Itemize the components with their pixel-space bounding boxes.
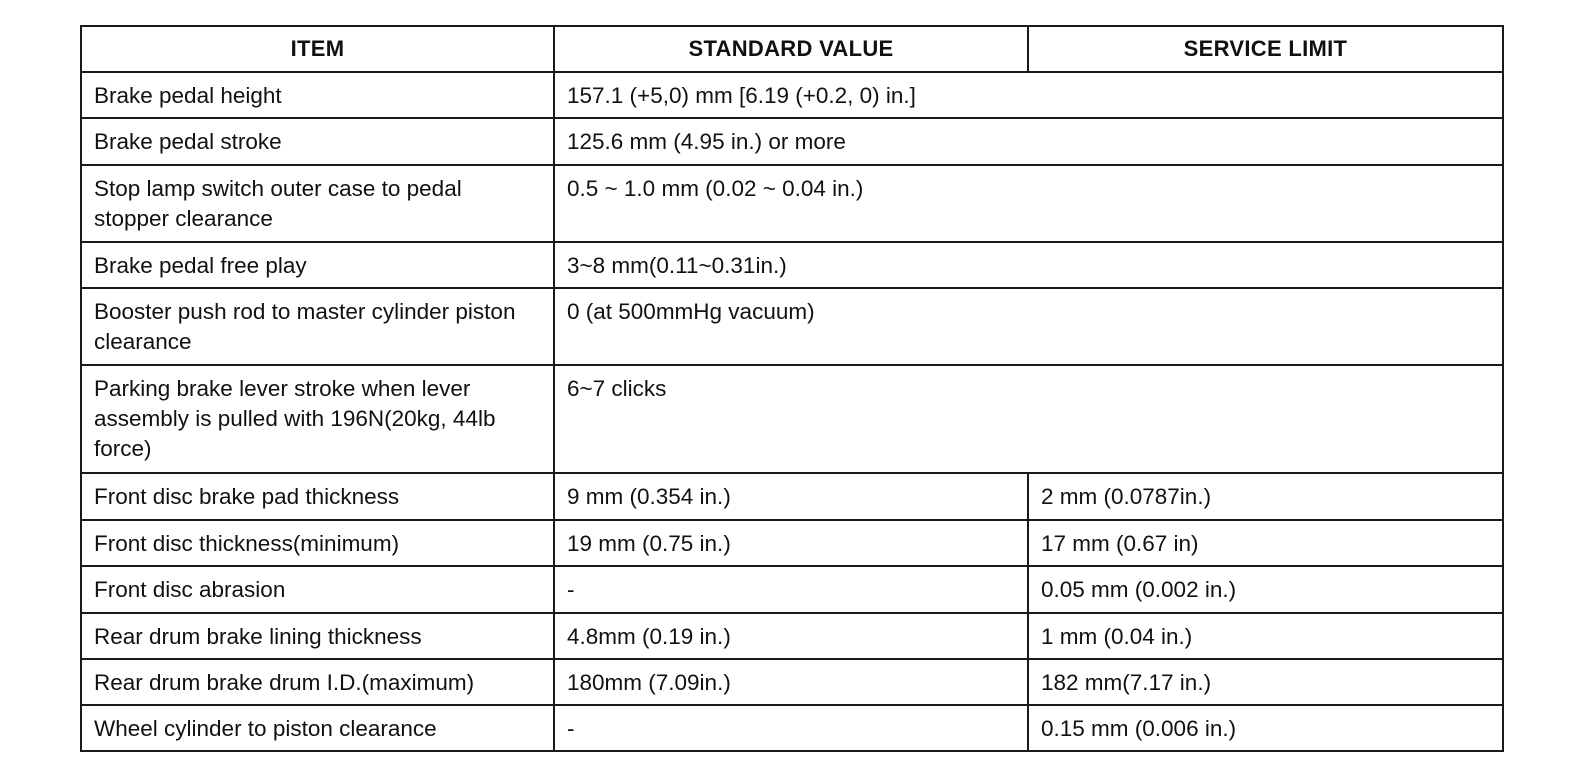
table-row: [81, 705, 1503, 751]
item-cell: Front disc thickness(minimum): [81, 520, 554, 566]
item-cell: Brake pedal height: [81, 72, 554, 118]
item-cell: Rear drum brake drum I.D.(maximum): [81, 659, 554, 705]
header-service-limit: SERVICE LIMIT: [1028, 26, 1503, 72]
table-row: [81, 566, 1503, 613]
standard-value-cell: 125.6 mm (4.95 in.) or more: [554, 118, 1503, 165]
table-row: [81, 72, 1503, 118]
item-cell: Brake pedal free play: [81, 242, 554, 288]
table-row: [81, 473, 1503, 520]
header-standard-value: STANDARD VALUE: [554, 26, 1028, 72]
item-cell: Wheel cylinder to piston clearance: [81, 705, 554, 751]
table-row: [81, 520, 1503, 566]
service-limit-cell: 182 mm(7.17 in.): [1028, 659, 1503, 705]
standard-value-cell: 157.1 (+5,0) mm [6.19 (+0.2, 0) in.]: [554, 72, 1503, 118]
table-row: [81, 659, 1503, 705]
standard-value-cell: -: [554, 705, 1028, 751]
table-row: [81, 165, 1503, 242]
standard-value-cell: 9 mm (0.354 in.): [554, 473, 1028, 520]
standard-value-cell: 180mm (7.09in.): [554, 659, 1028, 705]
standard-value-cell: 4.8mm (0.19 in.): [554, 613, 1028, 659]
standard-value-cell: 0.5 ~ 1.0 mm (0.02 ~ 0.04 in.): [554, 165, 1503, 242]
service-limit-cell: 0.15 mm (0.006 in.): [1028, 705, 1503, 751]
standard-value-cell: 6~7 clicks: [554, 365, 1503, 473]
item-cell: Parking brake lever stroke when lever assembly is pulled with 196N(20kg, 44lb force): [81, 365, 554, 473]
header-item: ITEM: [81, 26, 554, 72]
standard-value-cell: -: [554, 566, 1028, 613]
brake-specification-table: [80, 25, 1504, 752]
item-cell: Front disc brake pad thickness: [81, 473, 554, 520]
standard-value-cell: 19 mm (0.75 in.): [554, 520, 1028, 566]
item-cell: Brake pedal stroke: [81, 118, 554, 165]
item-cell: Front disc abrasion: [81, 566, 554, 613]
service-limit-cell: 17 mm (0.67 in): [1028, 520, 1503, 566]
table-row: [81, 242, 1503, 288]
standard-value-cell: 3~8 mm(0.11~0.31in.): [554, 242, 1503, 288]
item-cell: Booster push rod to master cylinder piston clearance: [81, 288, 554, 365]
table-row: [81, 288, 1503, 365]
table-row: [81, 118, 1503, 165]
item-cell: Rear drum brake lining thickness: [81, 613, 554, 659]
service-limit-cell: 1 mm (0.04 in.): [1028, 613, 1503, 659]
table-row: [81, 613, 1503, 659]
table-header-row: [81, 26, 1503, 72]
service-limit-cell: 0.05 mm (0.002 in.): [1028, 566, 1503, 613]
service-limit-cell: 2 mm (0.0787in.): [1028, 473, 1503, 520]
item-cell: Stop lamp switch outer case to pedal stopper clearance: [81, 165, 554, 242]
table-row: [81, 365, 1503, 473]
standard-value-cell: 0 (at 500mmHg vacuum): [554, 288, 1503, 365]
